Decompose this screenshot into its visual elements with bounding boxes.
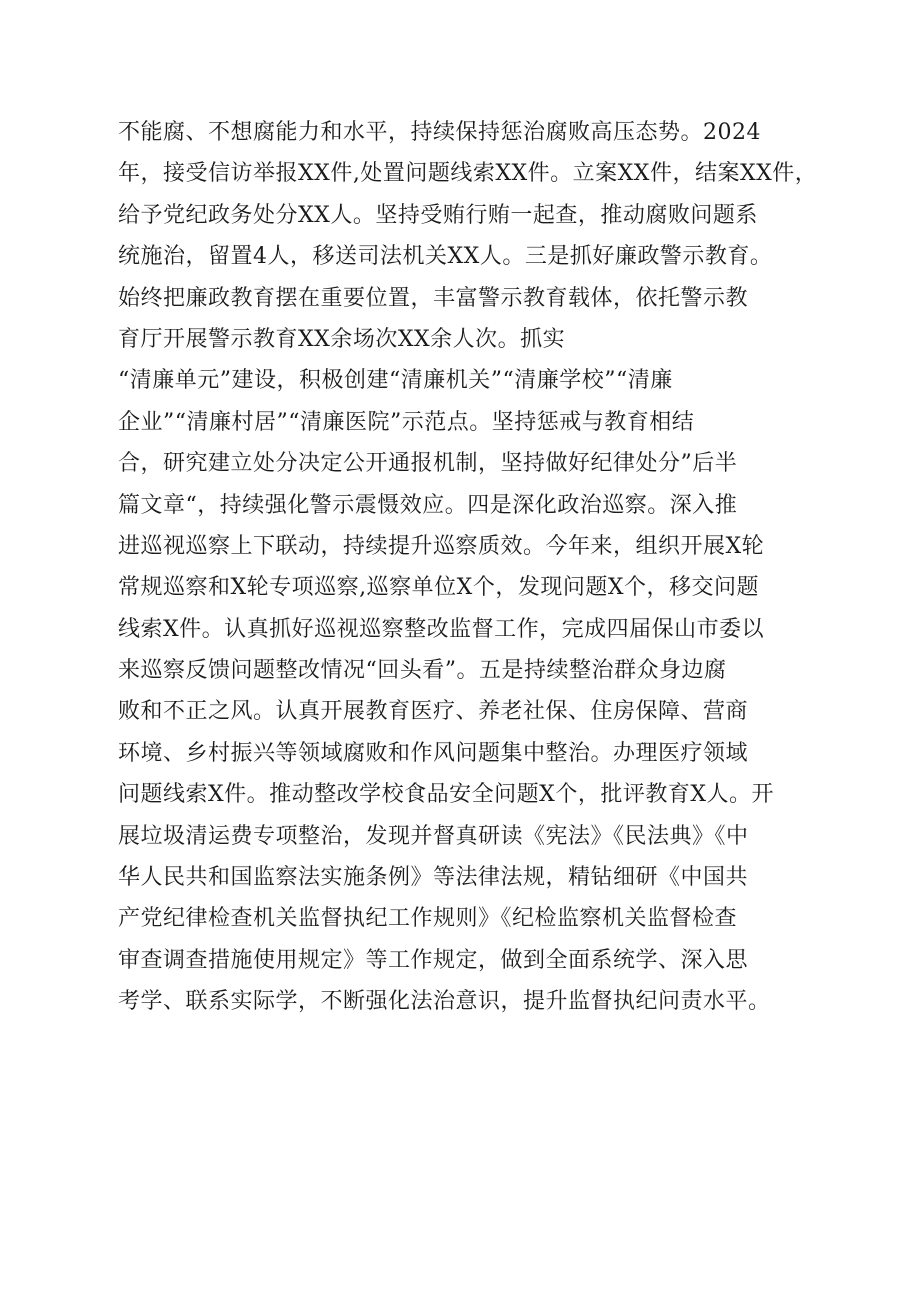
text-line: 线索X件。认真抓好巡视巡察整改监督工作，完成四届保山市委以 (118, 616, 765, 642)
text-line: 华人民共和国监察法实施条例》等法律法规，精钻细研《中国共 (118, 865, 749, 891)
text-line: 审查调查措施使用规定》等工作规定，做到全面系统学、深入思 (118, 947, 749, 973)
text-line: 环境、乡村振兴等领域腐败和作风问题集中整治。办理医疗领域 (118, 740, 749, 766)
text-line: 企业”“清廉村居”“清廉医院”示范点。坚持惩戒与教育相结 (118, 409, 695, 435)
text-line: 篇文章“，持续强化警示震慑效应。四是深化政治巡察。深入推 (118, 492, 738, 518)
text-line: 统施治，留置4人，移送司法机关XX人。三是抓好廉政警示教育。 (118, 244, 773, 270)
text-line: “清廉单元”建设，积极创建“清廉机关”“清廉学校”“清廉 (118, 368, 673, 394)
body-text (118, 112, 818, 1023)
text-line: 常规巡察和X轮专项巡察,巡察单位X个，发现问题X个，移交问题 (118, 575, 759, 601)
text-line: 考学、联系实际学，不断强化法治意识，提升监督执纪问责水平。 (118, 989, 771, 1015)
text-line: 问题线索X件。推动整改学校食品安全问题X个，批评教育X人。开 (118, 782, 774, 808)
text-line: 年，接受信访举报XX件,处置问题线索XX件。立案XX件，结案XX件， (118, 161, 818, 187)
text-line: 败和不正之风。认真开展教育医疗、养老社保、住房保障、营商 (118, 699, 749, 725)
text-line: 产党纪律检查机关监督执纪工作规则》《纪检监察机关监督检查 (118, 906, 738, 932)
text-line: 进巡视巡察上下联动，持续提升巡察质效。今年来，组织开展X轮 (118, 533, 765, 559)
text-line: 来巡察反馈问题整改情况“回头看”。五是持续整治群众身边腐 (118, 658, 727, 684)
text-line: 展垃圾清运费专项整治，发现并督真研读《宪法》《民法典》《中 (118, 823, 749, 849)
text-line: 不能腐、不想腐能力和水平，持续保持惩治腐败高压态势。2024 (118, 120, 761, 145)
text-line: 给予党纪政务处分XX人。坚持受贿行贿一起查，推动腐败问题系 (118, 202, 758, 228)
text-line: 始终把廉政教育摆在重要位置，丰富警示教育载体，依托警示教 (118, 285, 749, 311)
text-line: 育厅开展警示教育XX余场次XX余人次。抓实 (118, 326, 566, 352)
text-line: 合，研究建立处分决定公开通报机制，坚持做好纪律处分”后半 (118, 451, 738, 477)
